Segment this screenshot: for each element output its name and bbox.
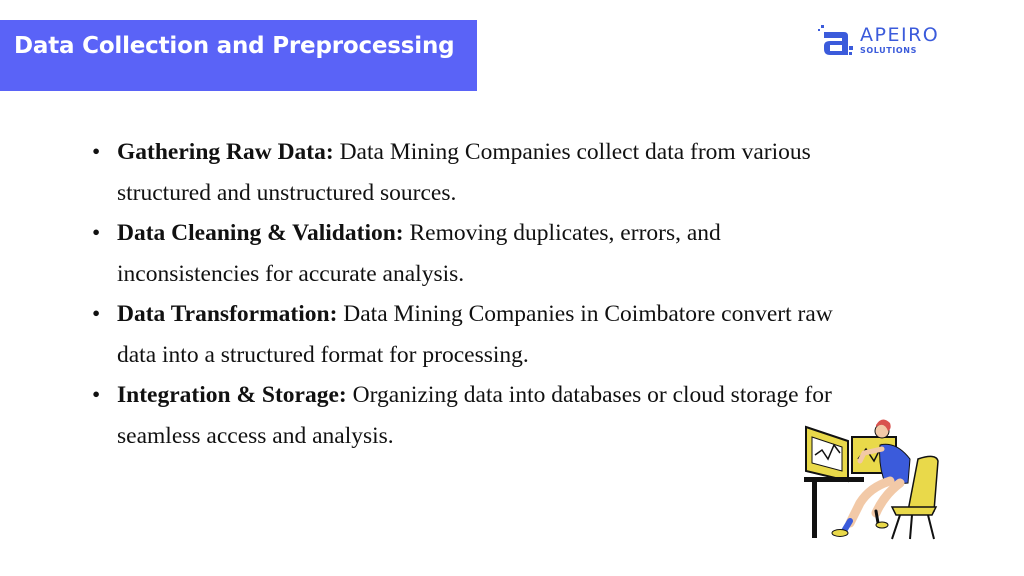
- bullet-text: Data Mining Companies collect data from various structured and unstructured sources.: [117, 139, 811, 206]
- bullet-item-gathering: [92, 132, 852, 213]
- bullet-title: Data Cleaning & Validation:: [117, 220, 404, 246]
- page-title: Data Collection and Preprocessing: [14, 32, 455, 59]
- monitor-icon: [806, 427, 848, 481]
- logo-name: APEIRO: [860, 24, 940, 46]
- bullet-title: Gathering Raw Data:: [117, 139, 334, 165]
- apeiro-logo[interactable]: [818, 24, 963, 58]
- bullet-dot-icon: •: [92, 139, 101, 165]
- logo-subtitle: SOLUTIONS: [860, 46, 917, 55]
- title-banner: [0, 20, 477, 91]
- apeiro-logo-icon: [818, 24, 858, 58]
- bullet-text: Organizing data into databases or cloud storage for seamless access and analysis.: [117, 382, 832, 449]
- bullet-dot-icon: •: [92, 220, 101, 246]
- bullet-list: [92, 132, 852, 456]
- bullet-dot-icon: •: [92, 382, 101, 408]
- bullet-item-cleaning: [92, 213, 852, 294]
- bullet-title: Integration & Storage:: [117, 382, 347, 408]
- bullet-dot-icon: •: [92, 301, 101, 327]
- bullet-item-integration: [92, 375, 852, 456]
- bullet-text: Removing duplicates, errors, and inconsistencies for accurate analysis.: [117, 220, 721, 287]
- bullet-text: Data Mining Companies in Coimbatore convert raw data into a structured format for processing.: [117, 301, 833, 368]
- bullet-title: Data Transformation:: [117, 301, 338, 327]
- person-at-computer-illustration: [800, 415, 950, 545]
- bullet-item-transformation: [92, 294, 852, 375]
